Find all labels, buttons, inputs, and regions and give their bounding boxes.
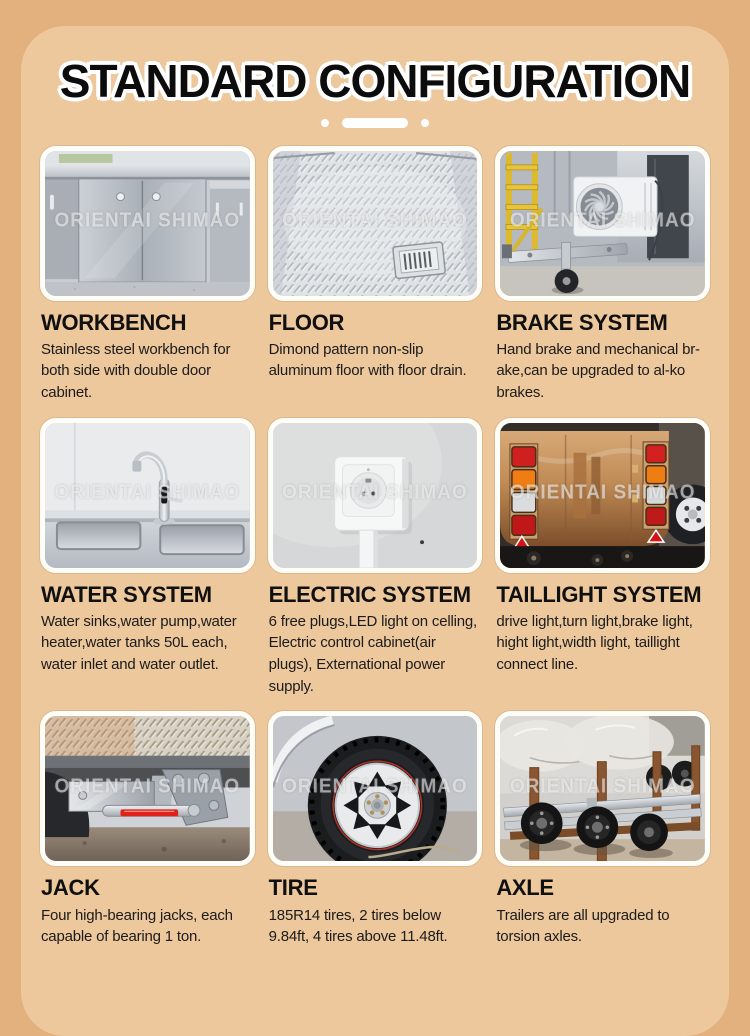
axle-photo — [495, 711, 710, 866]
card-heading: TAILLIGHT SYSTEM — [496, 581, 702, 607]
workbench-illustration — [45, 151, 250, 296]
card-heading: TIRE — [268, 875, 318, 901]
card-heading: JACK — [41, 875, 100, 901]
watermark: ORIENTAI SHIMAO — [509, 209, 696, 232]
card-heading: WATER SYSTEM — [41, 581, 212, 607]
card-description: Hand brake and mechanical br-ake,can be upgraded to al-ko brakes. — [496, 340, 700, 401]
card-axle — [495, 711, 710, 947]
title-divider — [21, 118, 729, 128]
card-description: Four high-bearing jacks, each capable of bearing 1 ton. — [41, 906, 233, 946]
axle-illustration — [500, 716, 705, 861]
watermark: ORIENTAI SHIMAO — [54, 481, 241, 504]
card-water-system — [40, 418, 255, 698]
power-socket — [334, 456, 408, 529]
divider-dot — [421, 119, 429, 127]
jack-photo — [40, 711, 255, 866]
card-heading: FLOOR — [268, 309, 345, 335]
page-title: STANDARD CONFIGURATION — [59, 55, 691, 107]
watermark: ORIENTAI SHIMAO — [282, 481, 468, 504]
cable-trunking — [359, 530, 377, 568]
door-handle — [117, 192, 125, 200]
brake-system-photo — [495, 146, 710, 301]
watermark: ORIENTAI SHIMAO — [282, 775, 468, 798]
electric-system-illustration — [273, 423, 478, 568]
watermark: ORIENTAI SHIMAO — [509, 775, 696, 798]
feature-grid — [40, 146, 710, 948]
floor-illustration — [273, 151, 478, 296]
taillight-system-photo — [495, 418, 710, 573]
card-description: Dimond pattern non-slip aluminum floor with floor drain. — [268, 340, 467, 380]
card-heading: WORKBENCH — [41, 309, 187, 335]
card-description: Stainless steel workbench for both side with double door cabinet. — [41, 340, 231, 401]
card-floor — [268, 146, 483, 404]
door-handle — [152, 192, 160, 200]
watermark: ORIENTAI SHIMAO — [54, 209, 241, 232]
taillight-stack-left — [510, 443, 538, 549]
water-system-illustration — [45, 423, 250, 568]
water-system-photo — [40, 418, 255, 573]
watermark: ORIENTAI SHIMAO — [509, 481, 696, 504]
watermark: ORIENTAI SHIMAO — [282, 209, 468, 232]
card-heading: AXLE — [496, 875, 554, 901]
floor-photo — [268, 146, 483, 301]
content-panel — [21, 26, 729, 1036]
sink-right — [160, 525, 243, 554]
card-heading: ELECTRIC SYSTEM — [268, 581, 471, 607]
card-workbench — [40, 146, 255, 404]
ac-unit — [574, 176, 657, 236]
watermark: ORIENTAI SHIMAO — [54, 775, 241, 798]
sink-left — [57, 522, 140, 549]
card-description: drive light,turn light,brake light, hight light,width light, taillight connect line. — [496, 612, 693, 674]
tire-illustration — [273, 716, 478, 861]
card-heading: BRAKE SYSTEM — [496, 309, 668, 335]
tire-photo — [268, 711, 483, 866]
floor-drain — [392, 241, 445, 278]
workbench-photo — [40, 146, 255, 301]
taillight-system-illustration — [500, 423, 705, 568]
card-tire — [268, 711, 483, 947]
brake-system-illustration — [500, 151, 705, 296]
red-reflector — [121, 810, 179, 817]
jack-illustration — [45, 716, 250, 861]
card-description: Trailers are all upgraded to torsion axles. — [496, 906, 670, 946]
card-description: Water sinks,water pump,water heater,water tanks 50L each, water inlet and water outlet. — [41, 612, 237, 674]
card-jack — [40, 711, 255, 947]
card-description: 185R14 tires, 2 tires below 9.84ft, 4 tires above 11.48ft. — [268, 906, 448, 946]
divider-bar — [342, 118, 408, 128]
card-brake-system — [495, 146, 710, 404]
card-electric-system — [268, 418, 483, 698]
taillight-stack-right — [643, 441, 669, 541]
electric-system-photo — [268, 418, 483, 573]
card-taillight-system — [495, 418, 710, 698]
divider-dot — [321, 119, 329, 127]
card-description: 6 free plugs,LED light on celling, Electric control cabinet(air plugs), Externational power supply. — [268, 612, 477, 695]
